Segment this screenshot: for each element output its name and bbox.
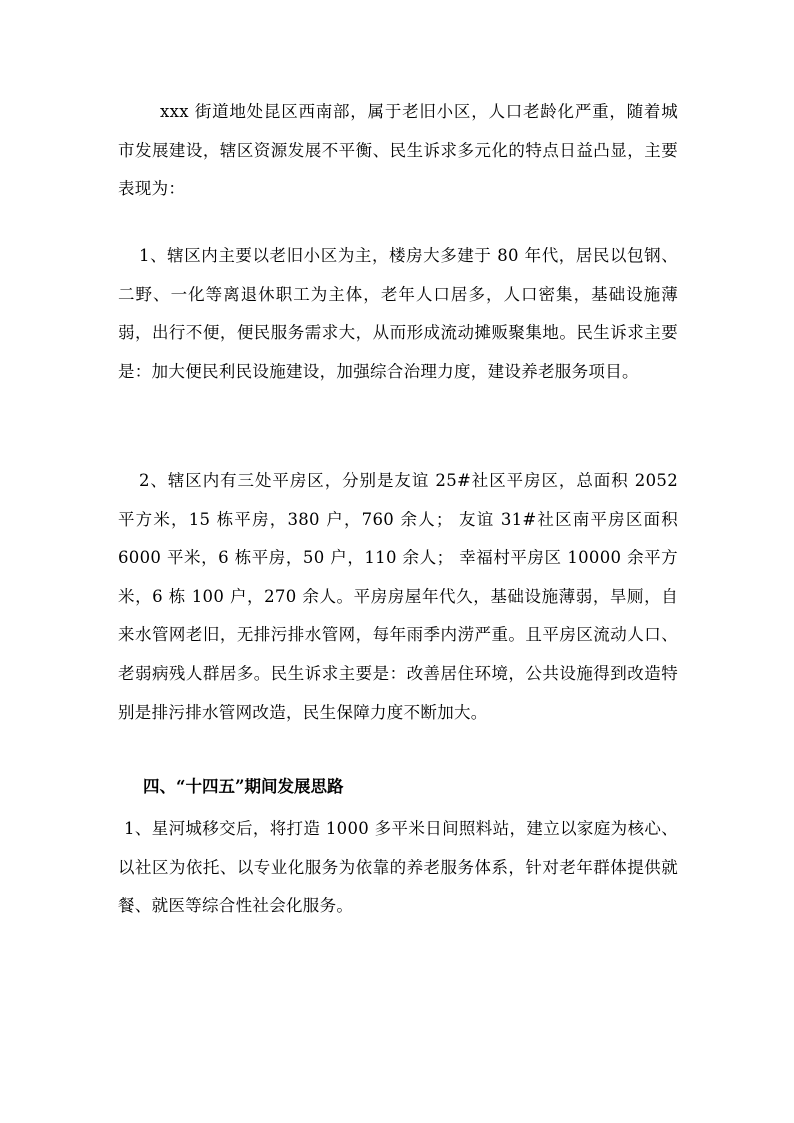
section-heading: 四、“十四五”期间发展思路: [143, 777, 344, 796]
paragraph-plan-1: 1、星河城移交后，将打造 1000 多平米日间照料站，建立以家庭为核心、以社区为依托、以专业化服务为依靠的养老服务体系，针对老年群体提供就餐、就医等综合性社会化服务。: [118, 819, 678, 916]
paragraph-item-2: 2、辖区内有三处平房区，分别是友谊 25#社区平房区，总面积 2052 平方米，15 栋平房，380 户，760 余人； 友谊 31#社区南平房区面积 6000 平米，6 栋平房，50 户，110 余人； 幸福村平房区 10000 余平方米，6 栋 100 户，270 余人。平房房屋年代久，基础设施薄弱，旱厕，自来水管网老旧，无排污排水管网，每年雨季内涝严重。且平房区流动人口、老弱病残人群居多。民生诉求主要是：改善居住环境，公共设施得到改造特别是排污排水管网改造，民生保障力度不断加大。: [118, 471, 678, 722]
paragraph-intro: xxx 街道地处昆区西南部，属于老旧小区，人口老龄化严重，随着城市发展建设，辖区资源发展不平衡、民生诉求多元化的特点日益凸显，主要表现为：: [118, 102, 678, 199]
paragraph-item-1: 1、辖区内主要以老旧小区为主，楼房大多建于 80 年代，居民以包钢、二野、一化等离退休职工为主体，老年人口居多，人口密集，基础设施薄弱，出行不便，便民服务需求大，从而形成流动摊贩聚集地。民生诉求主要是：加大便民利民设施建设，加强综合治理力度，建设养老服务项目。: [118, 246, 678, 381]
